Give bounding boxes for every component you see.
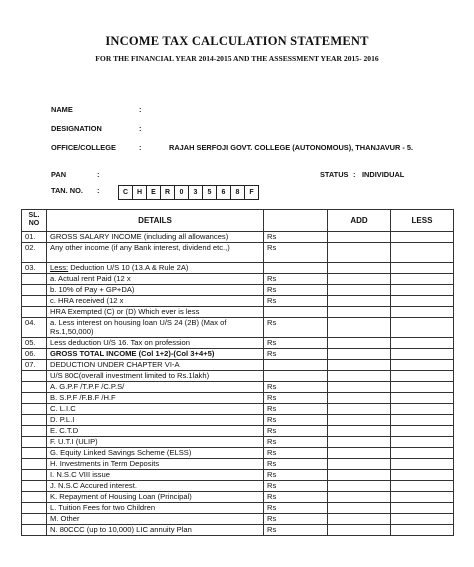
table-row bbox=[22, 349, 454, 360]
row-less-cell bbox=[391, 382, 454, 393]
row-details: M. Other bbox=[47, 514, 264, 525]
row-details: J. N.S.C Accured interest. bbox=[47, 481, 264, 492]
row-rs: Rs bbox=[264, 382, 328, 393]
row-sl-no bbox=[22, 525, 47, 536]
row-sl-no bbox=[22, 470, 47, 481]
row-sl-no bbox=[22, 426, 47, 437]
table-row bbox=[22, 360, 454, 371]
row-rs: Rs bbox=[264, 404, 328, 415]
row-sl-no: 04. bbox=[22, 318, 47, 338]
document-subtitle: FOR THE FINANCIAL YEAR 2014-2015 AND THE ASSESSMENT YEAR 2015- 2016 bbox=[95, 54, 379, 63]
row-less-cell bbox=[391, 296, 454, 307]
row-rs: Rs bbox=[264, 426, 328, 437]
row-add-cell bbox=[328, 360, 391, 371]
designation-colon: : bbox=[139, 124, 142, 133]
table-row bbox=[22, 514, 454, 525]
status-label: STATUS bbox=[320, 170, 349, 179]
row-details: E. C.T.D bbox=[47, 426, 264, 437]
tan-char: 8 bbox=[231, 186, 245, 199]
table-row bbox=[22, 307, 454, 318]
table-row bbox=[22, 318, 454, 338]
row-add-cell bbox=[328, 349, 391, 360]
tan-char: C bbox=[119, 186, 133, 199]
row-add-cell bbox=[328, 296, 391, 307]
row-rs: Rs bbox=[264, 274, 328, 285]
row-add-cell bbox=[328, 448, 391, 459]
row-less-cell bbox=[391, 459, 454, 470]
table-row bbox=[22, 274, 454, 285]
row-less-cell bbox=[391, 232, 454, 243]
designation-label: DESIGNATION bbox=[51, 124, 102, 133]
row-less-cell bbox=[391, 448, 454, 459]
table-row bbox=[22, 481, 454, 492]
row-details: D. P.L.I bbox=[47, 415, 264, 426]
row-rs: Rs bbox=[264, 437, 328, 448]
tax-calculation-table bbox=[21, 209, 454, 536]
table-header-row bbox=[22, 210, 454, 232]
row-less-cell bbox=[391, 404, 454, 415]
row-rs: Rs bbox=[264, 525, 328, 536]
row-add-cell bbox=[328, 263, 391, 274]
row-sl-no bbox=[22, 274, 47, 285]
table-row bbox=[22, 263, 454, 274]
tan-char: F bbox=[249, 189, 254, 196]
table-row bbox=[22, 243, 454, 263]
row-sl-no: 03. bbox=[22, 263, 47, 274]
table-row bbox=[22, 525, 454, 536]
row-rs bbox=[264, 371, 328, 382]
row-sl-no bbox=[22, 285, 47, 296]
row-sl-no bbox=[22, 382, 47, 393]
row-rs: Rs bbox=[264, 459, 328, 470]
row-add-cell bbox=[328, 481, 391, 492]
row-add-cell bbox=[328, 415, 391, 426]
row-details: a. Less interest on housing loan U/S 24 (2B) (Max of Rs.1,50,000) bbox=[47, 318, 264, 338]
row-details: L. Tuition Fees for two Children bbox=[47, 503, 264, 514]
row-add-cell bbox=[328, 274, 391, 285]
row-rs bbox=[264, 360, 328, 371]
row-sl-no bbox=[22, 503, 47, 514]
row-rs: Rs bbox=[264, 492, 328, 503]
tan-number-boxes bbox=[118, 185, 259, 200]
row-rs: Rs bbox=[264, 415, 328, 426]
row-rs: Rs bbox=[264, 470, 328, 481]
row-add-cell bbox=[328, 307, 391, 318]
row-details: U/S 80C(overall investment limited to Rs.1lakh) bbox=[47, 371, 264, 382]
table-row bbox=[22, 382, 454, 393]
row-add-cell bbox=[328, 437, 391, 448]
row-add-cell bbox=[328, 525, 391, 536]
row-details: DEDUCTION UNDER CHAPTER VI-A bbox=[47, 360, 264, 371]
row-details: G. Equity Linked Savings Scheme (ELSS) bbox=[47, 448, 264, 459]
row-less-cell bbox=[391, 415, 454, 426]
row-less-cell bbox=[391, 393, 454, 404]
tan-char: 5 bbox=[203, 186, 217, 199]
row-add-cell bbox=[328, 492, 391, 503]
row-less-cell bbox=[391, 360, 454, 371]
row-sl-no bbox=[22, 404, 47, 415]
row-details: N. 80CCC (up to 10,000) LIC annuity Plan bbox=[47, 525, 264, 536]
row-less-cell bbox=[391, 263, 454, 274]
row-sl-no: 01. bbox=[22, 232, 47, 243]
row-less-cell bbox=[391, 481, 454, 492]
row-sl-no bbox=[22, 371, 47, 382]
row-less-cell bbox=[391, 437, 454, 448]
table-row bbox=[22, 338, 454, 349]
details-header: DETAILS bbox=[47, 210, 264, 232]
row-sl-no: 07. bbox=[22, 360, 47, 371]
row-sl-no bbox=[22, 514, 47, 525]
row-add-cell bbox=[328, 426, 391, 437]
table-row bbox=[22, 503, 454, 514]
less-prefix: Less: bbox=[50, 263, 69, 272]
row-details: I. N.S.C VIII issue bbox=[47, 470, 264, 481]
row-rs: Rs bbox=[264, 232, 328, 243]
tan-char: 0 bbox=[175, 186, 189, 199]
row-add-cell bbox=[328, 371, 391, 382]
pan-label: PAN bbox=[51, 170, 67, 179]
row-less-cell bbox=[391, 307, 454, 318]
row-details: a. Actual rent Paid (12 x bbox=[47, 274, 264, 285]
table-row bbox=[22, 470, 454, 481]
table-row bbox=[22, 393, 454, 404]
row-details: B. S.P.F /F.B.F /H.F bbox=[47, 393, 264, 404]
row-less-cell bbox=[391, 514, 454, 525]
row-rs bbox=[264, 263, 328, 274]
office-label: OFFICE/COLLEGE bbox=[51, 143, 116, 152]
row-rs: Rs bbox=[264, 296, 328, 307]
table-row bbox=[22, 492, 454, 503]
row-details: K. Repayment of Housing Loan (Principal) bbox=[47, 492, 264, 503]
row-add-cell bbox=[328, 404, 391, 415]
tan-char: R bbox=[161, 186, 175, 199]
row-details: F. U.T.I (ULIP) bbox=[47, 437, 264, 448]
row-less-cell bbox=[391, 503, 454, 514]
sl-no-header: SL. NO bbox=[22, 210, 47, 232]
row-less-cell bbox=[391, 492, 454, 503]
status-colon: : bbox=[353, 170, 356, 179]
row-sl-no: 06. bbox=[22, 349, 47, 360]
row-rs: Rs bbox=[264, 338, 328, 349]
table-row bbox=[22, 426, 454, 437]
tan-char: H bbox=[133, 186, 147, 199]
row-details: Less deduction U/S 16. Tax on profession bbox=[47, 338, 264, 349]
row-add-cell bbox=[328, 318, 391, 338]
row-less-cell bbox=[391, 338, 454, 349]
row-less-cell bbox=[391, 525, 454, 536]
row-sl-no bbox=[22, 481, 47, 492]
row-add-cell bbox=[328, 232, 391, 243]
table-row bbox=[22, 232, 454, 243]
row-add-cell bbox=[328, 514, 391, 525]
tan-char: 3 bbox=[189, 186, 203, 199]
row-details: A. G.P.F /T.P.F /C.P.S/ bbox=[47, 382, 264, 393]
row-sl-no bbox=[22, 415, 47, 426]
row-add-cell bbox=[328, 243, 391, 263]
row-add-cell bbox=[328, 470, 391, 481]
add-header: ADD bbox=[328, 210, 391, 232]
row-details: HRA Exempted (C) or (D) Which ever is less bbox=[47, 307, 264, 318]
row-details: GROSS TOTAL INCOME (Col 1+2)-(Col 3+4+5) bbox=[47, 349, 264, 360]
tan-char: E bbox=[147, 186, 161, 199]
row-less-cell bbox=[391, 243, 454, 263]
row-add-cell bbox=[328, 338, 391, 349]
row-sl-no bbox=[22, 437, 47, 448]
less-header: LESS bbox=[391, 210, 454, 232]
document-title: INCOME TAX CALCULATION STATEMENT bbox=[105, 34, 369, 48]
name-label: NAME bbox=[51, 105, 73, 114]
row-sl-no: 05. bbox=[22, 338, 47, 349]
row-rs: Rs bbox=[264, 503, 328, 514]
row-sl-no bbox=[22, 492, 47, 503]
tan-char: 6 bbox=[217, 186, 231, 199]
table-body bbox=[22, 232, 454, 536]
row-rs: Rs bbox=[264, 243, 328, 263]
row-details: Less: Deduction U/S 10 (13.A & Rule 2A) bbox=[47, 263, 264, 274]
row-add-cell bbox=[328, 285, 391, 296]
tan-label: TAN. NO. bbox=[51, 186, 83, 195]
row-add-cell bbox=[328, 503, 391, 514]
row-less-cell bbox=[391, 426, 454, 437]
row-less-cell bbox=[391, 285, 454, 296]
row-rs: Rs bbox=[264, 448, 328, 459]
table-row bbox=[22, 296, 454, 307]
row-sl-no bbox=[22, 296, 47, 307]
status-value: INDIVIDUAL bbox=[362, 170, 405, 179]
office-value: RAJAH SERFOJI GOVT. COLLEGE (AUTONOMOUS), THANJAVUR - 5. bbox=[169, 143, 414, 152]
row-sl-no: 02. bbox=[22, 243, 47, 263]
row-details: H. Investments in Term Deposits bbox=[47, 459, 264, 470]
row-less-cell bbox=[391, 371, 454, 382]
row-details: Any other income (if any Bank interest, dividend etc.,) bbox=[47, 243, 264, 263]
row-sl-no bbox=[22, 459, 47, 470]
row-less-cell bbox=[391, 470, 454, 481]
table-row bbox=[22, 285, 454, 296]
row-rs bbox=[264, 307, 328, 318]
row-rs: Rs bbox=[264, 514, 328, 525]
row-details: b. 10% of Pay + GP+DA) bbox=[47, 285, 264, 296]
table-row bbox=[22, 404, 454, 415]
name-colon: : bbox=[139, 105, 142, 114]
table-row bbox=[22, 459, 454, 470]
row-rs: Rs bbox=[264, 349, 328, 360]
row-sl-no bbox=[22, 393, 47, 404]
row-add-cell bbox=[328, 393, 391, 404]
row-less-cell bbox=[391, 318, 454, 338]
row-sl-no bbox=[22, 307, 47, 318]
row-rs: Rs bbox=[264, 393, 328, 404]
row-details: C. L.I.C bbox=[47, 404, 264, 415]
tan-colon: : bbox=[97, 186, 100, 195]
rs-header bbox=[264, 210, 328, 232]
row-add-cell bbox=[328, 382, 391, 393]
office-colon: : bbox=[139, 143, 142, 152]
row-less-cell bbox=[391, 349, 454, 360]
row-add-cell bbox=[328, 459, 391, 470]
row-rs: Rs bbox=[264, 285, 328, 296]
pan-colon: : bbox=[97, 170, 100, 179]
row-details: GROSS SALARY INCOME (including all allowances) bbox=[47, 232, 264, 243]
row-rs: Rs bbox=[264, 318, 328, 338]
table-row bbox=[22, 437, 454, 448]
table-row bbox=[22, 415, 454, 426]
row-rs: Rs bbox=[264, 481, 328, 492]
table-row bbox=[22, 371, 454, 382]
row-details: c. HRA received (12 x bbox=[47, 296, 264, 307]
table-row bbox=[22, 448, 454, 459]
row-sl-no bbox=[22, 448, 47, 459]
row-less-cell bbox=[391, 274, 454, 285]
